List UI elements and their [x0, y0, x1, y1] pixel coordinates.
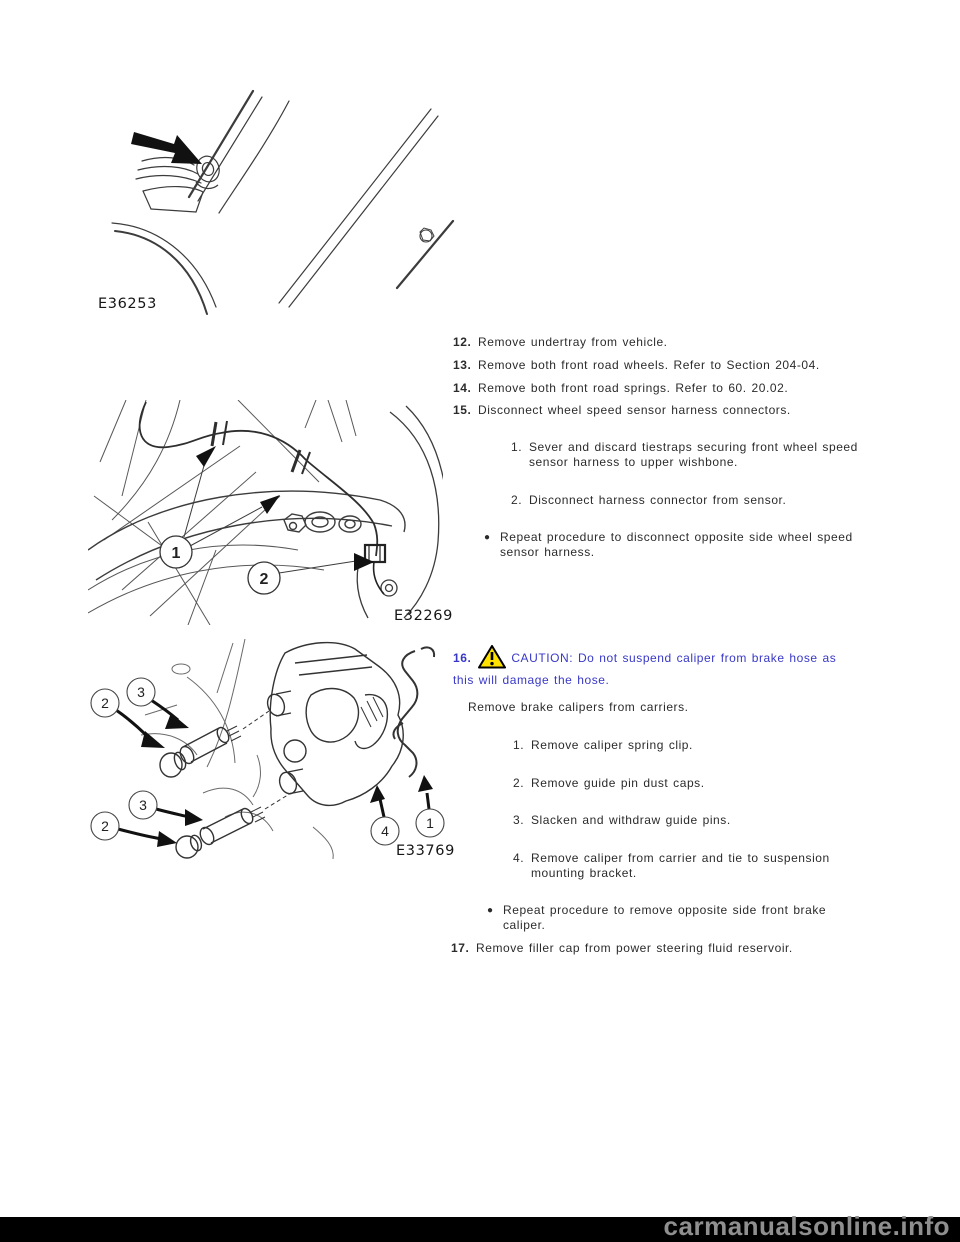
step-14: [453, 381, 788, 396]
sensor-harness: [140, 402, 378, 556]
svg-text:2: 2: [101, 695, 109, 711]
svg-text:3: 3: [139, 797, 147, 813]
callout-4-badge: [371, 817, 399, 845]
pointer-arrow-icon: [131, 132, 202, 164]
callout-3-badge-upper: [127, 678, 155, 706]
figure-e32269-wheel-speed-sensor: [88, 400, 453, 625]
substep-number: 1.: [511, 440, 523, 454]
figure-e36253-undertray: [85, 85, 480, 325]
figure-e33769-brake-caliper: [85, 635, 455, 863]
step-16-bullet: [487, 903, 855, 933]
svg-text:4: 4: [381, 823, 389, 839]
step-16-caution: [453, 645, 858, 688]
step-number: 12.: [453, 335, 472, 349]
step-12: [453, 335, 668, 350]
callout-1-badge: [416, 809, 444, 837]
knuckle-background-lines: [141, 639, 333, 859]
substep-number: 2.: [513, 776, 525, 790]
figure-label-e32269: E32269: [394, 608, 453, 624]
substep-number: 4.: [513, 851, 525, 865]
step-number: 13.: [453, 358, 472, 372]
figure-e32269-drawing: [88, 400, 443, 625]
step-text: Disconnect wheel speed sensor harness connectors.: [478, 403, 791, 417]
callout-arrow-icons: [196, 446, 374, 571]
substep-text: Remove caliper from carrier and tie to suspension mounting bracket.: [531, 851, 830, 880]
step-number: 16.: [453, 651, 472, 665]
substep-text: Remove guide pin dust caps.: [531, 776, 705, 790]
fastener-bolt: [420, 228, 434, 242]
callout-2-badge-lower: [91, 812, 119, 840]
svg-text:1: 1: [171, 545, 181, 562]
caution-text: CAUTION: Do not suspend caliper from brake hose as this will damage the hose.: [453, 651, 837, 687]
step-number: 15.: [453, 403, 472, 417]
substep-number: 3.: [513, 813, 525, 827]
step-16-sub-2: [513, 776, 705, 791]
step-15: [453, 403, 791, 418]
caliper-body: [265, 643, 404, 806]
step-16-sub-4: [513, 851, 866, 881]
step-number: 17.: [451, 941, 470, 955]
caliper-spring-clip: [393, 647, 434, 777]
step-13: [453, 358, 820, 373]
step-17: [451, 941, 793, 956]
warning-triangle-icon: [478, 645, 506, 673]
step-15-sub-2: [511, 493, 786, 508]
step-text: Remove brake calipers from carriers.: [468, 700, 689, 714]
figure-label-e33769: E33769: [396, 843, 455, 859]
svg-text:3: 3: [137, 684, 145, 700]
bullet-text: Repeat procedure to disconnect opposite side wheel speed sensor harness.: [500, 530, 853, 559]
watermark-text: carmanualsonline.info: [663, 1211, 950, 1241]
bullet-icon: ●: [487, 905, 494, 916]
step-15-sub-1: [511, 440, 859, 470]
substep-text: Slacken and withdraw guide pins.: [531, 813, 731, 827]
step-15-bullet: [484, 530, 875, 560]
svg-text:2: 2: [259, 571, 269, 588]
body-panel-lines: [112, 91, 453, 314]
substep-number: 2.: [511, 493, 523, 507]
callout-3-badge-lower: [129, 791, 157, 819]
step-text: Remove filler cap from power steering fluid reservoir.: [476, 941, 793, 955]
step-text: Remove undertray from vehicle.: [478, 335, 668, 349]
harness-connector: [365, 545, 385, 594]
callout-2-badge-upper: [91, 689, 119, 717]
substep-number: 1.: [513, 738, 525, 752]
bullet-text: Repeat procedure to remove opposite side front brake caliper.: [503, 903, 827, 932]
figure-e33769-drawing: [85, 635, 447, 863]
svg-text:2: 2: [101, 818, 109, 834]
callout-1-badge: [160, 536, 192, 568]
step-text: Remove both front road wheels. Refer to Section 204-04.: [478, 358, 820, 372]
substep-text: Disconnect harness connector from sensor.: [529, 493, 787, 507]
figure-label-e36253: E36253: [98, 296, 157, 312]
step-16-intro: [468, 700, 689, 715]
step-text: Remove both front road springs. Refer to 60. 20.02.: [478, 381, 789, 395]
bullet-icon: ●: [484, 532, 491, 543]
step-16-sub-1: [513, 738, 693, 753]
step-number: 14.: [453, 381, 472, 395]
figure-e36253-drawing: [85, 85, 480, 325]
callout-2-badge: [248, 562, 280, 594]
substep-text: Sever and discard tiestraps securing front wheel speed sensor harness to upper wishbone.: [529, 440, 858, 469]
substep-text: Remove caliper spring clip.: [531, 738, 693, 752]
step-16-sub-3: [513, 813, 731, 828]
svg-text:1: 1: [426, 815, 434, 831]
